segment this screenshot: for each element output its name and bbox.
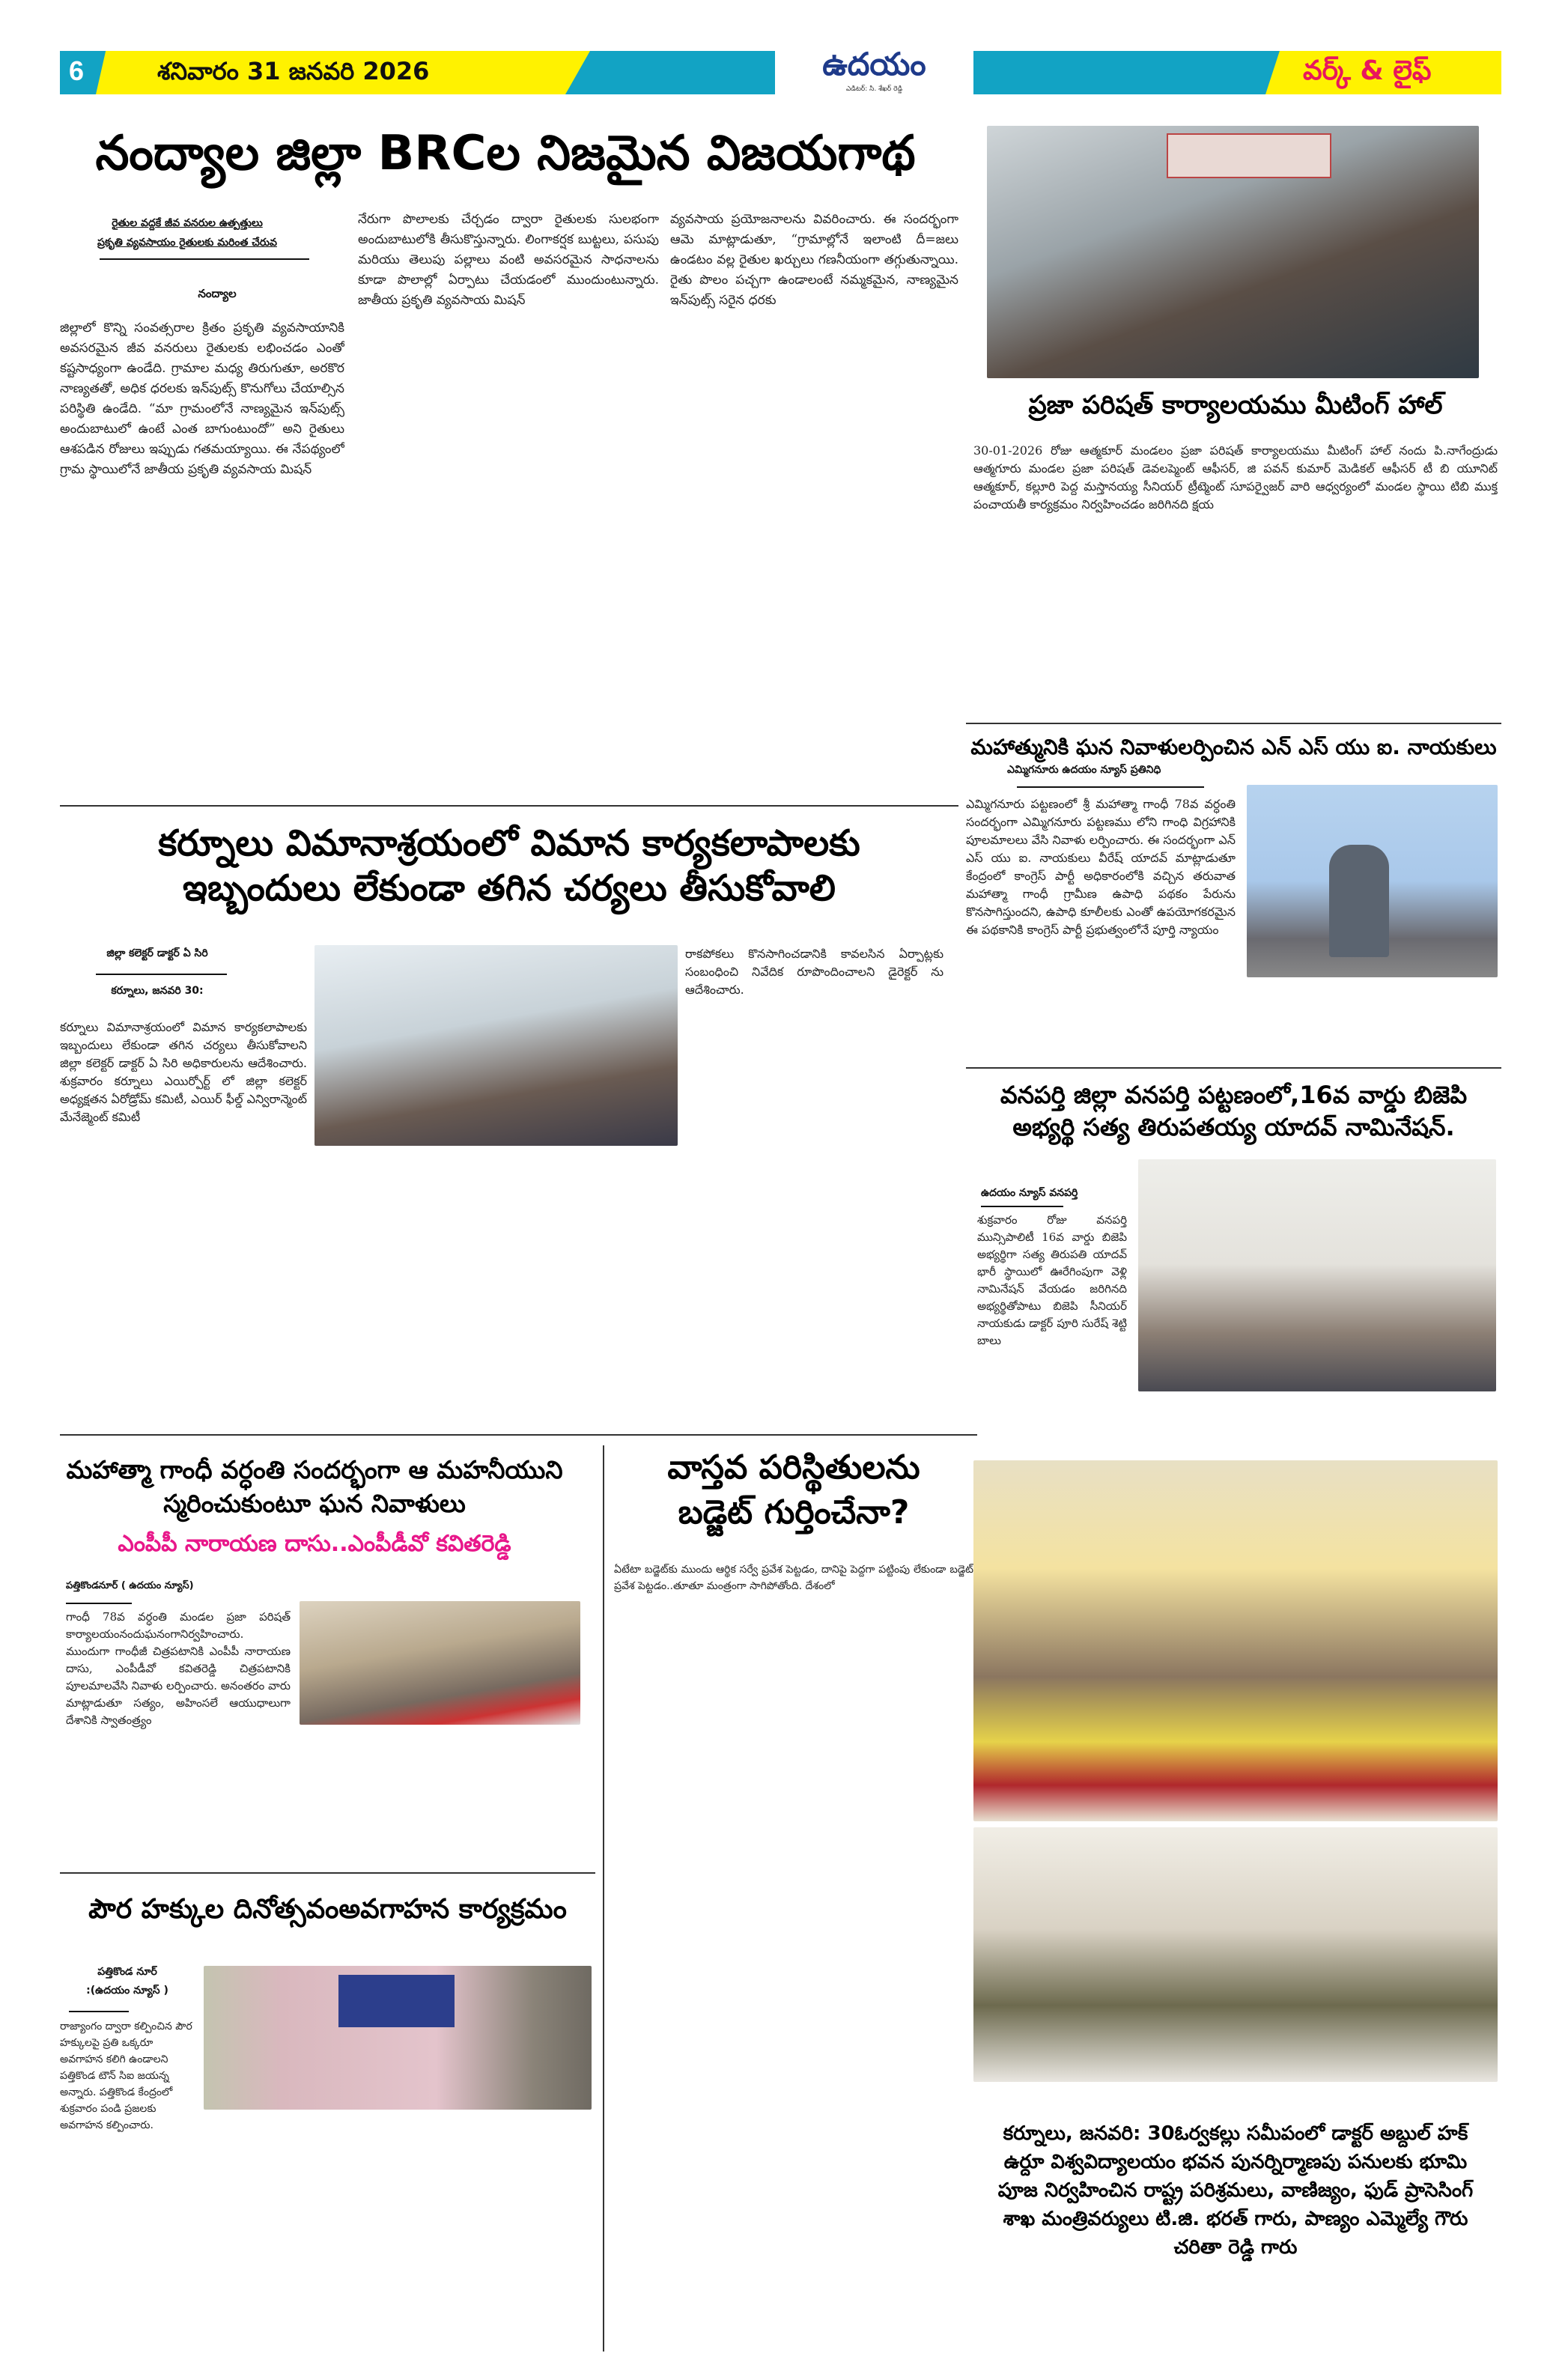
tb-meeting-photo bbox=[987, 126, 1479, 378]
civil-rights-byline-2: :(ఉదయం న్యూస్ ) bbox=[86, 1985, 168, 1997]
gandhi-byline: పత్తికొండనూర్ ( ఉదయం న్యూస్) bbox=[66, 1580, 194, 1591]
brc-column-2: నేరుగా పొలాలకు చేర్చడం ద్వారా రైతులకు సులభంగా అందుబాటులోకి తీసుకొస్తున్నారు. లింగాకర్షక బుట్టలు, పసుపు మరియు తెలుపు పల్లాలు వంటి అవసరమైన సాధనాలను కూడా పొలాల్లో ఏర్పాటు చేయడంలో ముందుంటున్నారు. జాతీయ ప్రకృతి వ్యవసాయ మిషన్ bbox=[358, 212, 659, 308]
brc-subhead bbox=[60, 213, 314, 252]
divider bbox=[981, 1206, 1063, 1207]
airport-headline-2: ఇబ్బందులు లేకుండా తగిన చర్యలు తీసుకోవాలి bbox=[183, 867, 836, 909]
banner bbox=[1167, 133, 1331, 178]
gandhi-statue-photo bbox=[1247, 785, 1498, 977]
bhoomi-puja-photo bbox=[973, 1460, 1498, 1821]
gandhi-headline-2: స్మరించుకుంటూ ఘన నివాళులు bbox=[163, 1489, 466, 1518]
gandhi-headline-1: మహాత్మా గాంధీ వర్ధంతి సందర్భంగా ఆ మహనీయుని bbox=[66, 1455, 563, 1484]
budget-body: ఏటేటా బడ్జెట్‌కు ముందు ఆర్థిక సర్వే ప్రవేశ పెట్టడం, దానిపై పెద్దగా పట్టింపు లేకుండా బడ్జెట్ ప్రవేశ పెట్టడం..తూతూ మంత్రంగా సాగిపోతోంది. దేశంలో bbox=[614, 1564, 973, 1592]
brc-headline: నంద్యాల జిల్లా BRCల నిజమైన విజయగాథ bbox=[95, 126, 916, 181]
gandhi-subhead: ఎంపీపీ నారాయణ దాసు..ఎంపీడీవో కవితరెడ్డి bbox=[118, 1531, 511, 1557]
airport-column-1: కర్నూలు విమానాశ్రయంలో విమాన కార్యకలాపాలకు ఇబ్బందులు లేకుండా తగిన చర్యలు తీసుకోవాలని జిల్లా కలెక్టర్ డాక్టర్ ఏ సిరి అధికారులను ఆదేశించారు. శుక్రవారం కర్నూలు ఎయిర్పోర్ట్ లో జిల్లా కలెక్టర్ అధ్యక్షతన ఏరోడ్రోమ్ కమిటీ, ఎయిర్ ఫీల్డ్ ఎన్విరాన్మెంట్ మేనేజ్మెంట్ కమిటీ bbox=[60, 1020, 307, 1124]
nsui-byline: ఎమ్మిగనూరు ఉదయం న్యూస్ ప్రతినిధి bbox=[1007, 764, 1161, 776]
logo bbox=[775, 43, 973, 100]
budget-headline-1: వాస్తవ పరిస్థితులను bbox=[667, 1448, 920, 1487]
wanaparthy-headline-2: అభ్యర్థి సత్య తిరుపతయ్య యాదవ్ నామినేషన్. bbox=[1012, 1113, 1455, 1141]
divider bbox=[60, 805, 958, 807]
divider bbox=[96, 974, 227, 975]
divider bbox=[966, 723, 1501, 724]
wanaparthy-body: శుక్రవారం రోజు వనపర్తి మున్సిపాలిటీ 16వ వార్డు బిజెపి అభ్యర్థిగా సత్య తిరుపతి యాదవ్ భారీ స్థాయిలో ఊరేగింపుగా వెళ్లి నామినేషన్ వేయడం జరిగినది అభ్యర్థితోపాటు బిజెపి సీనియర్ నాయకుడు డాక్టర్ పూరి సురేష్ శెట్టి బాలు bbox=[977, 1213, 1127, 1347]
tb-meeting-headline: ప్రజా పరిషత్ కార్యాలయము మీటింగ్ హాల్ bbox=[1028, 390, 1443, 420]
section-title: వర్క్ & లైఫ్ bbox=[1303, 55, 1432, 86]
urdu-university-caption: కర్నూలు, జనవరి: 30ఓర్వకల్లు సమీపంలో డాక్టర్ అబ్దుల్ హక్ ఉర్దూ విశ్వవిద్యాలయం భవన పునర్నిర్మాణపు పనులకు భూమి పూజ నిర్వహించిన రాష్ట్ర పరిశ్రమలు, వాణిజ్యం, ఫుడ్ ప్రాసెసింగ్ శాఖ మంత్రివర్యులు టి.జి. భరత్ గారు, పాణ్యం ఎమ్మెల్యే గౌరు చరితా రెడ్డి గారు bbox=[997, 2122, 1474, 2259]
logo-subtitle: ఎడిటర్: సి. శేఖర్ రెడ్డి bbox=[845, 85, 903, 93]
divider bbox=[69, 2011, 129, 2012]
brc-column-1: జిల్లాలో కొన్ని సంవత్సరాల క్రితం ప్రకృతి వ్యవసాయానికి అవసరమైన జీవ వనరులు రైతులకు లభించడం ఎంతో కష్టసాధ్యంగా ఉండేది. గ్రామాల మధ్య తిరుగుతూ, అరకొర నాణ్యతతో, అధిక ధరలకు ఇన్‌పుట్స్ కొనుగోలు చేయాల్సిన పరిస్థితి ఉండేది. “మా గ్రామంలోనే నాణ్యమైన ఇన్‌పుట్స్ అందుబాటులో ఉంటే ఎంత బాగుంటుందో” అని రైతులు ఆశపడిన రోజులు ఇప్పుడు గతమయ్యాయి. ఈ నేపథ్యంలో గ్రామ స్థాయిలోనే జాతీయ ప్రకృతి వ్యవసాయ మిషన్ bbox=[60, 321, 344, 477]
brc-subhead-2: ప్రకృతి వ్యవసాయం రైతులకు మరింత చేరువ bbox=[97, 237, 277, 249]
civil-rights-photo bbox=[204, 1966, 592, 2110]
divider bbox=[603, 1445, 604, 2352]
brc-column-3: వ్యవసాయ ప్రయోజనాలను వివరించారు. ఈ సందర్భంగా ఆమె మాట్లాడుతూ, “గ్రామాల్లోనే ఇలాంటి దీ=జలు ఉండటం వల్ల రైతుల ఖర్చులు గణనీయంగా తగ్గుతున్నాయి. రైతు పొలం పచ్చగా ఉండాలంటే నమ్మకమైన, నాణ్యమైన ఇన్‌పుట్స్ సరైన ధరకు bbox=[670, 212, 958, 308]
statue bbox=[1329, 845, 1389, 957]
page-number: 6 bbox=[69, 55, 85, 86]
tb-meeting-body: 30-01-2026 రోజు ఆత్మకూర్ మండలం ప్రజా పరిషత్ కార్యాలయము మీటింగ్ హాల్ నందు పి.నాగేంద్రుడు ఆత్మగూరు మండల ప్రజా పరిషత్ డెవలప్మెంట్ ఆఫీసర్, జి పవన్ కుమార్ మెడికల్ ఆఫీసర్ టీ బి యూనిట్ ఆత్మకూర్, కల్లూరి పెద్ద మస్తానయ్య సీనియర్ ట్రీట్మెంట్ సూపర్వైజర్ వారి ఆధ్వర్యంలో మండల స్థాయి టిబి ముక్త పంచాయతీ కార్యక్రమం నిర్వహించడం జరిగినది క్షయ bbox=[973, 443, 1498, 511]
wanaparthy-headline-1: వనపర్తి జిల్లా వనపర్తి పట్టణంలో,16వ వార్డు బిజెపి bbox=[1000, 1081, 1468, 1109]
nsui-body: ఎమ్మిగనూరు పట్టణంలో శ్రీ మహాత్మా గాంధీ 78వ వర్ధంతి సందర్భంగా ఎమ్మిగనూరు పట్టణము లోని గాంధి విగ్రహానికి పూలమాలలు వేసి నివాళు లర్పించారు. ఈ సందర్భంగా ఎన్ ఎస్ యు ఐ. నాయకులు వీరేష్ యాదవ్ మాట్లాడుతూ కేంద్రంలో కాంగ్రెస్ పార్టీ అధికారంలోకి వచ్చిన తరువాత మహాత్మా గాంధీ గ్రామీణ ఉపాధి పథకం పేరును కొనసాగిస్తుందని, ఉపాధి కూలీలకు ఎంతో ఉపయోగకరమైన ఈ పథకానికి కాంగ్రెస్ పార్టీ ప్రభుత్వంలోనే పూర్తి న్యాయం bbox=[966, 797, 1236, 937]
divider bbox=[60, 1434, 977, 1436]
banner bbox=[338, 1975, 455, 2027]
civil-rights-headline: పౌర హక్కుల దినోత్సవంఅవగాహన కార్యక్రమం bbox=[88, 1894, 567, 1925]
nomination-photo bbox=[1138, 1159, 1496, 1391]
airport-dateline: కర్నూలు, జనవరి 30: bbox=[111, 985, 204, 997]
issue-date: శనివారం 31 జనవరి 2026 bbox=[157, 57, 430, 85]
brc-dateline: నంద్యాల bbox=[198, 287, 237, 300]
airport-column-2: రాకపోకలు కొనసాగించడానికి కావలసిన ఏర్పాట్లకు సంబంధించి నివేదిక రూపొందించాలని డైరెక్టర్ ను ఆదేశించారు. bbox=[685, 947, 943, 997]
gandhi-tribute-photo bbox=[300, 1601, 580, 1725]
university-event-photo bbox=[973, 1827, 1498, 2082]
divider bbox=[60, 1872, 595, 1874]
airport-headline-1: కర్నూలు విమానాశ్రయంలో విమాన కార్యకలాపాలకు bbox=[158, 822, 860, 864]
divider bbox=[966, 1067, 1501, 1069]
wanaparthy-byline: ఉదయం న్యూస్ వనపర్తి bbox=[981, 1187, 1078, 1199]
divider bbox=[66, 1603, 132, 1604]
nsui-headline: మహాత్మునికి ఘన నివాళులర్పించిన ఎన్ ఎస్ యు ఐ. నాయకులు bbox=[970, 735, 1497, 759]
brc-subhead-1: రైతుల వద్దకే జీవ వనరుల ఉత్పత్తులు bbox=[112, 217, 263, 229]
budget-headline-2: బడ్జెట్ గుర్తించేనా? bbox=[678, 1493, 910, 1531]
airport-meeting-photo bbox=[314, 945, 678, 1146]
gandhi-body: గాంధీ 78వ వర్ధంతి మండల ప్రజా పరిషత్ కార్యాలయంనందుఘనంగానిర్వహించారు. ముందుగా గాంధీజీ చిత్రపటానికి ఎంపీపీ నారాయణ దాసు, ఎంపీడీవో కవితరెడ్డి చిత్రపటానికి పూలమాలవేసి నివాళు లర్పించారు. అనంతరం వారు మాట్లాడుతూ సత్యం, అహింసలే ఆయుధాలుగా దేశానికి స్వాతంత్ర్యం bbox=[66, 1610, 291, 1727]
civil-rights-byline-1: పత్తికొండ నూర్ bbox=[97, 1966, 157, 1978]
civil-rights-body: రాజ్యాంగం ద్వారా కల్పించిన పౌర హక్కులపై ప్రతి ఒక్కరూ అవగాహన కలిగి ఉండాలని పత్తికొండ టౌన్ సిఐ జయన్న అన్నారు. పత్తికొండ కేంద్రంలో శుక్రవారం పండి ప్రజలకు అవగాహన కల్పించారు. bbox=[60, 2021, 192, 2131]
divider bbox=[1017, 786, 1204, 788]
logo-text: ఉదయం bbox=[822, 46, 926, 82]
divider bbox=[100, 258, 309, 260]
airport-byline: జిల్లా కలెక్టర్ డాక్టర్ ఏ సిరి bbox=[106, 947, 208, 959]
